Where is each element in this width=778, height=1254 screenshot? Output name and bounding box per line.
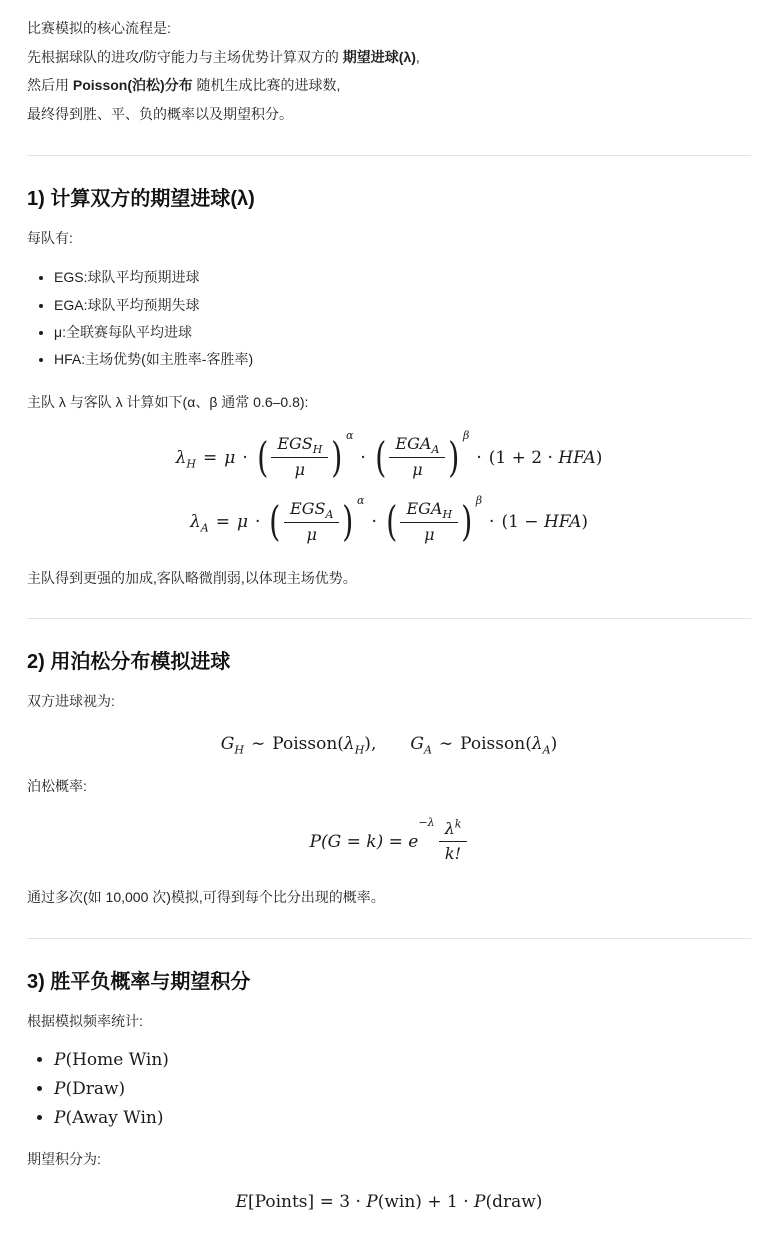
section-3-lead: 根据模拟频率统计: [27, 1012, 143, 1029]
formula-expected-points: E [Points] = 3 · P (win) + 1 · P (draw) [235, 1191, 543, 1212]
fraction-egs-term: ( $\frac{EGS_A}{\mu}$ ) α [269, 493, 365, 547]
formula-goals-poisson: $G_H$ ∼ $Poisson(\lambda_H)$, $G_A$ ∼ $Poisson(\lambda_A)$ [220, 733, 558, 757]
formula-poisson-pmf: P(G = k) = e −λ $\frac{\lambda^k}{k!}$ [27, 819, 751, 866]
epoints-lead: 期望积分为: [27, 1151, 101, 1167]
section-1-heading: 1) 计算双方的期望进球(λ) [27, 187, 255, 210]
intro-line-3-bold: Poisson(泊松)分布 [72, 77, 193, 94]
intro-line-4: 最终得到胜、平、负的概率以及期望积分。 [27, 106, 293, 123]
lambda-symbol: λ [175, 447, 187, 468]
intro-line-3 [27, 71, 751, 100]
formula-lambda-away: $\lambda_A$ = μ · ( $\frac{EGS_A}{\mu}$ ) α · ( $\frac{EGA_H}{\mu}$ ) β · (1 − HFA) [189, 493, 589, 547]
section-divider [27, 938, 751, 939]
list-item-home-win: • P(Home Win) [54, 1048, 751, 1073]
list-item-hfa: • HFA:主场优势(如主胜率-客胜率) [54, 346, 751, 373]
intro-line-2-bold: 期望进球(λ) [342, 48, 416, 65]
simulation-note: 通过多次(如 10,000 次)模拟,可得到每个比分出现的概率。 [27, 889, 385, 906]
outcome-probability-list [27, 1048, 751, 1131]
section-1-closing: 主队得到更强的加成,客队略微削弱,以体现主场优势。 [27, 569, 357, 586]
section-3-heading: 3) 胜平负概率与期望积分 [27, 970, 251, 993]
section-divider [27, 155, 751, 156]
intro-line-2-text: 先根据球队的进攻/防守能力与主场优势计算双方的 [27, 48, 343, 65]
fraction-ega-term: ( $\frac{EGA_A}{\mu}$ ) β [374, 429, 470, 482]
pmf-fraction: $\frac{\lambda^k}{k!}$ [439, 819, 468, 866]
section-1-lead: 每队有: [27, 229, 73, 246]
intro-line-3-text: 然后用 [27, 77, 73, 94]
section-2-lead: 双方进球视为: [27, 693, 115, 710]
intro-line-2 [27, 43, 751, 72]
fraction-ega-term: ( $\frac{EGA_H}{\mu}$ ) β [386, 493, 483, 547]
list-item-egs: • EGS:球队平均预期进球 [54, 264, 751, 291]
intro-paragraph [27, 14, 751, 129]
lambda-calc-note: 主队 λ 与客队 λ 计算如下(α、β 通常 0.6–0.8): [27, 393, 309, 410]
fraction-egs-term: ( $\frac{EGS_H}{\mu}$ ) α [256, 429, 354, 482]
list-item-away-win: • P(Away Win) [54, 1106, 751, 1131]
formula-lambda-home: $\lambda_H$ = μ · ( $\frac{EGS_H}{\mu}$ ) α · ( $\frac{EGA_A}{\mu}$ ) β · (1 + 2 · HFA) [175, 429, 603, 482]
list-item-draw: • P(Draw) [54, 1077, 751, 1102]
intro-line-3-tail: 随机生成比赛的进球数, [192, 77, 341, 94]
team-params-list [27, 264, 751, 373]
list-item-mu: • μ:全联赛每队平均进球 [54, 319, 751, 346]
pmf-lead: 泊松概率: [27, 777, 87, 794]
list-item-ega: • EGA:球队平均预期失球 [54, 292, 751, 319]
section-2-heading: 2) 用泊松分布模拟进球 [27, 651, 231, 674]
lambda-symbol: λ [189, 512, 201, 533]
intro-line-1: 比赛模拟的核心流程是: [27, 20, 171, 36]
intro-line-2-tail: , [415, 48, 420, 65]
section-divider [27, 618, 751, 619]
